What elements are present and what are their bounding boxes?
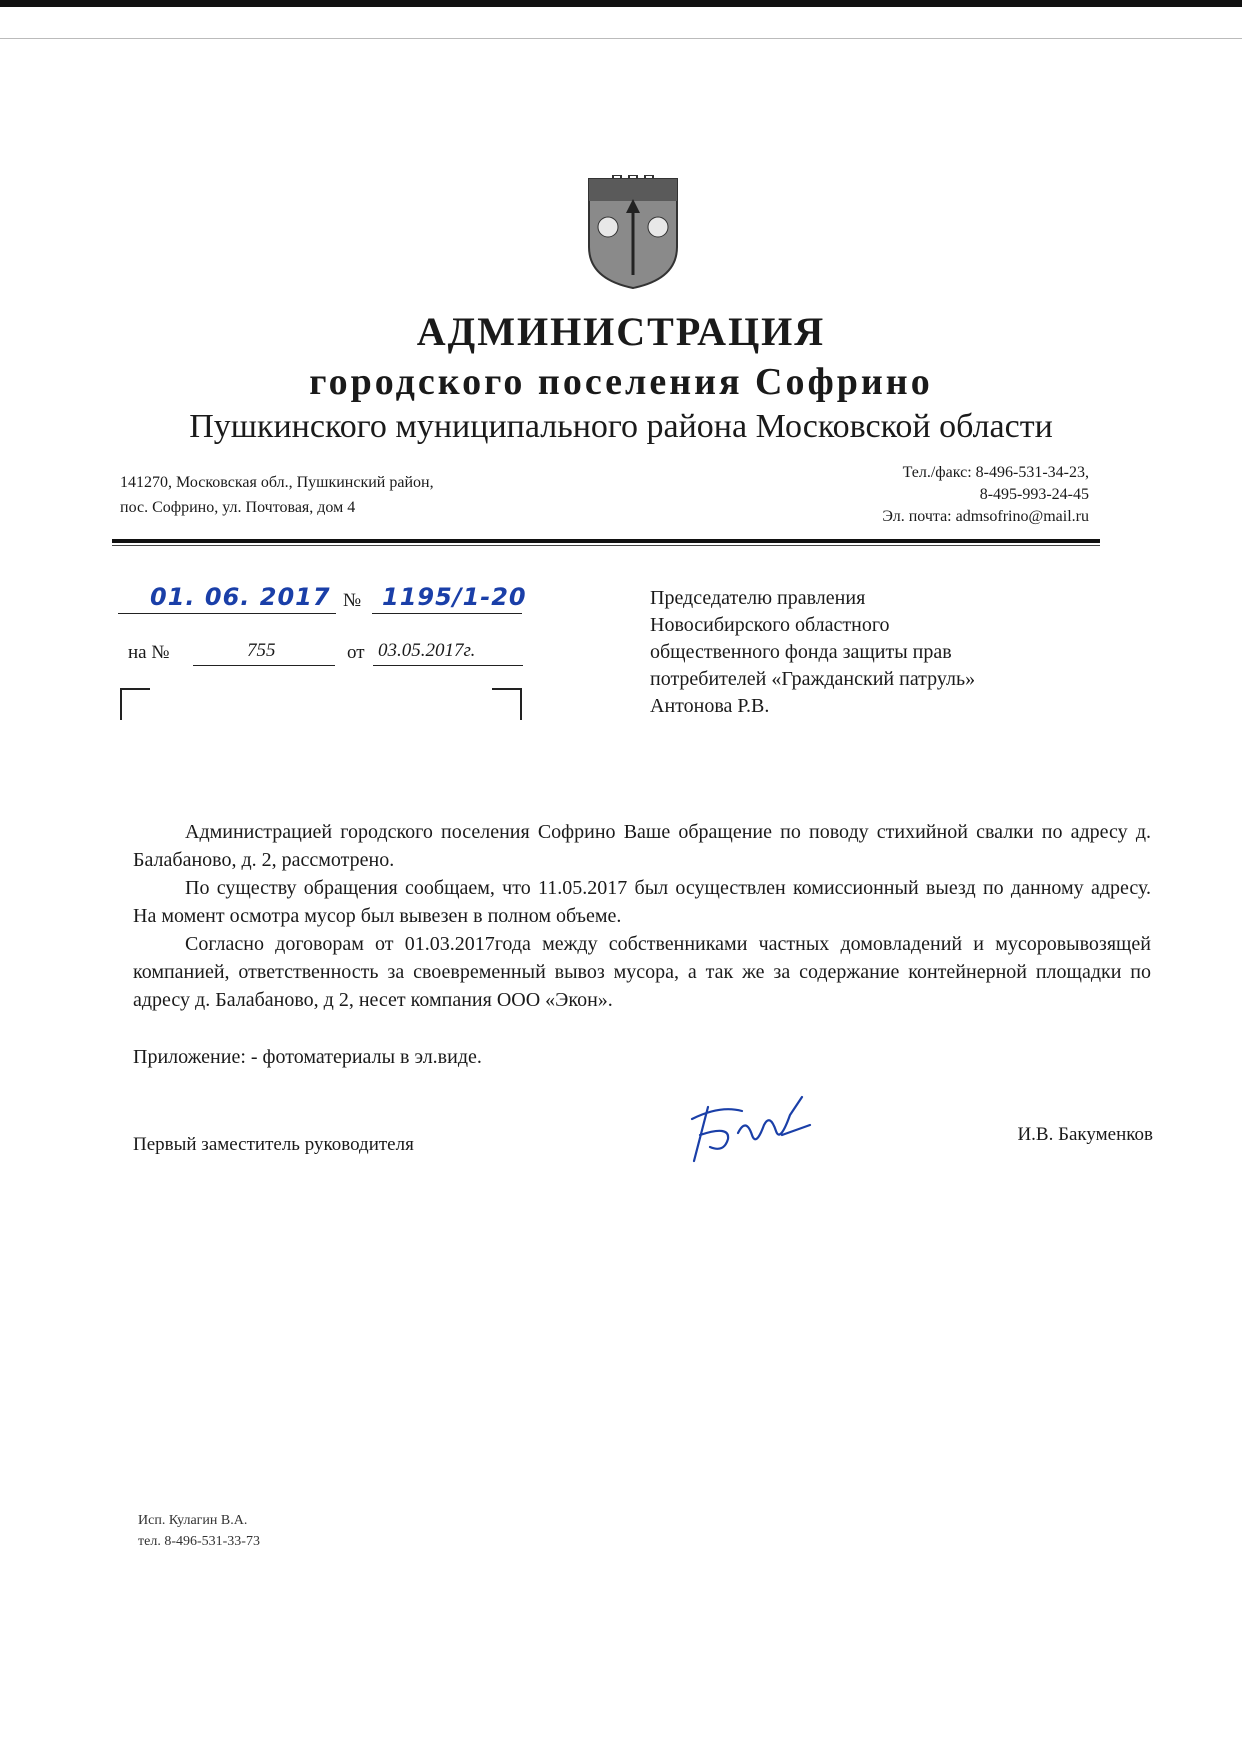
letter-body [133,818,1151,1014]
reply-number-underline [193,665,335,666]
org-region: Пушкинского муниципального района Московской области [189,408,1053,445]
outgoing-number: 1195/1-20 [382,583,527,611]
number-underline [372,613,522,614]
org-contacts [882,462,1089,528]
phone-line: Тел./факс: 8-496-531-34-23, [902,464,1089,481]
outgoing-date: 01. 06. 2017 [150,583,331,611]
org-address [120,470,434,520]
scan-border-top [0,0,1242,7]
executor-name: Исп. Кулагин В.А. [138,1513,248,1528]
number-label: № [343,590,362,611]
address-field-corner-right [492,688,522,720]
from-label: от [347,642,365,663]
executor-block [138,1510,260,1552]
email-line: Эл. почта: admsofrino@mail.ru [882,508,1089,525]
reply-number: 755 [247,640,276,661]
handwritten-signature [690,1095,820,1165]
reply-label: на № [128,642,170,663]
signer-title: Первый заместитель руководителя [133,1134,414,1155]
phone-line: 8-495-993-24-45 [979,486,1089,503]
coat-of-arms-emblem [583,175,683,291]
address-line: 141270, Московская обл., Пушкинский район, [120,474,434,491]
date-underline [118,613,336,614]
body-paragraph: Согласно договорам от 01.03.2017года между собственниками частных домовладений и мусоровывозящей компанией, ответственность за своевременный вывоз мусора, а так же за содержание контейнерной площадки по адресу д. Балабаново, д 2, несет компания ООО «Экон». [133,933,1151,1011]
body-paragraph: По существу обращения сообщаем, что 11.05.2017 был осуществлен комиссионный выезд по данному адресу. На момент осмотра мусор был вывезен в полном объеме. [133,877,1151,927]
signer-name: И.В. Бакуменков [1017,1124,1153,1145]
executor-phone: тел. 8-496-531-33-73 [138,1534,260,1549]
recipient-line: Антонова Р.В. [650,695,770,717]
recipient-line: потребителей «Гражданский патруль» [650,668,976,690]
attachment-note: Приложение: - фотоматериалы в эл.виде. [133,1046,482,1068]
header-divider [112,539,1100,543]
recipient-line: общественного фонда защиты прав [650,641,952,663]
reply-date-underline [373,665,523,666]
scan-line [0,38,1242,39]
recipient-line: Председателю правления [650,587,866,609]
address-field-corner-left [120,688,150,720]
org-title: АДМИНИСТРАЦИЯ [416,309,826,354]
org-subtitle: городского поселения Софрино [309,361,933,403]
recipient-block [650,585,975,720]
body-paragraph: Администрацией городского поселения Софрино Ваше обращение по поводу стихийной свалки по адресу д. Балабаново, д. 2, рассмотрено. [133,821,1151,871]
address-line: пос. Софрино, ул. Почтовая, дом 4 [120,499,356,516]
reply-date: 03.05.2017г. [378,640,476,661]
header-divider-thin [112,545,1100,546]
recipient-line: Новосибирского областного [650,614,890,636]
